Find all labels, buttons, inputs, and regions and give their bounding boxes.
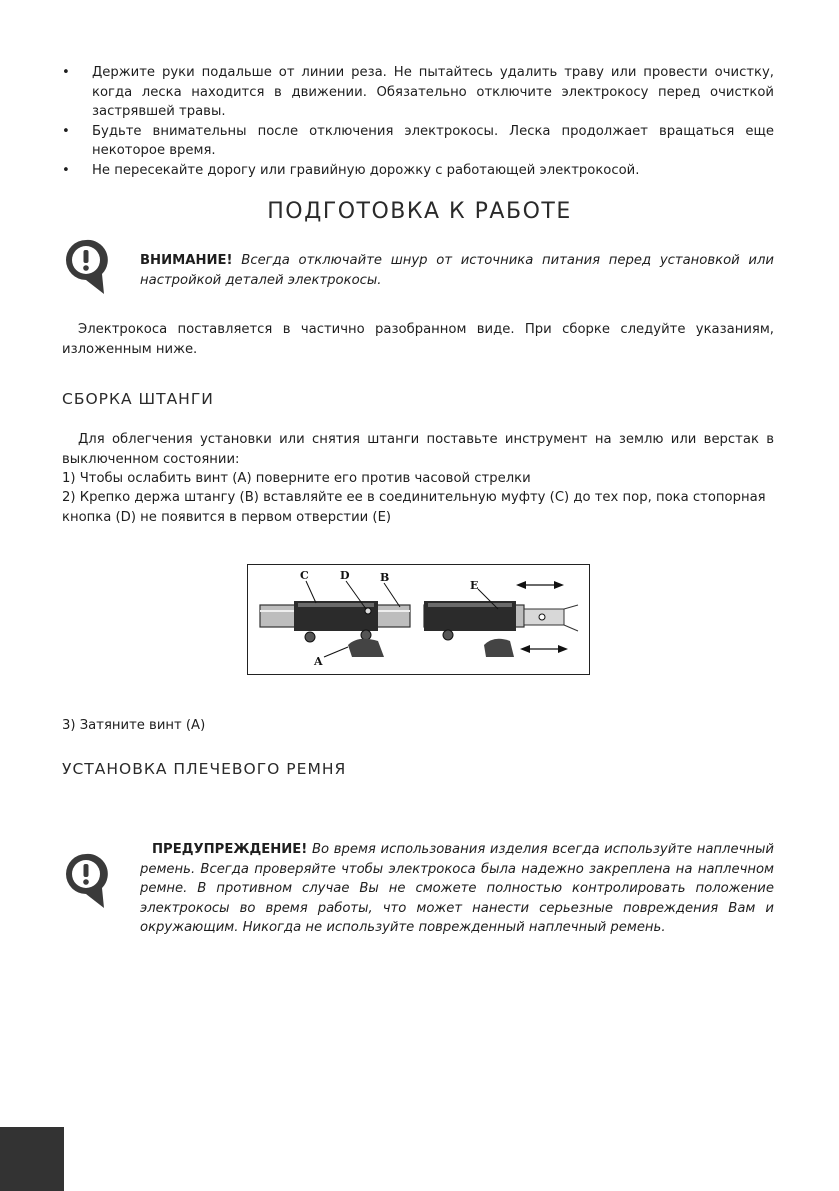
attention-label: ВНИМАНИЕ! <box>140 253 233 268</box>
bullet-text: Держите руки подальше от линии реза. Не пытайтесь удалить траву или провести очистку, когда леска находится в движении. Обязательно отключите электрокосу перед очисткой застрявшей травы. <box>92 65 774 119</box>
warning-text: Во время использования изделия всегда используйте наплечный ремень. Всегда проверяйте чтобы электрокоса была надежно закреплена на наплечном ремне. В противном случае Вы не сможете полностью контролировать положение электрокосы во время работы, что может нанести серьезные повреждения Вам и окружающим. Никогда не используйте поврежденный наплечный ремень. <box>140 842 774 935</box>
shaft-diagram <box>248 565 588 673</box>
section-title: ПОДГОТОВКА К РАБОТЕ <box>267 199 572 224</box>
attention-notice <box>140 251 774 290</box>
bullet-item <box>62 122 774 161</box>
figure-label-a: A <box>314 655 323 668</box>
warning-label: ПРЕДУПРЕЖДЕНИЕ! <box>152 842 308 857</box>
safety-bullet-list <box>62 63 774 180</box>
shaft-paragraph: Для облегчения установки или снятия штанги поставьте инструмент на землю или верстак в выключенном состоянии: <box>62 432 774 467</box>
figure-label-c: C <box>300 569 309 582</box>
warning-notice <box>140 840 774 938</box>
shaft-step-2: 2) Крепко держа штангу (В) вставляйте ее в соединительную муфту (С) до тех пор, пока стопорная кнопка (D) не появится в первом отверстии (Е) <box>62 490 766 525</box>
figure-label-d: D <box>340 569 350 582</box>
figure-label-e: E <box>470 579 479 592</box>
bullet-symbol: • <box>62 65 70 80</box>
bullet-text: Не пересекайте дорогу или гравийную дорожку с работающей электрокосой. <box>92 162 640 178</box>
page-corner-block <box>0 1127 64 1191</box>
bullet-item <box>62 161 774 181</box>
bullet-symbol: • <box>62 123 70 139</box>
shaft-assembly-figure <box>247 564 590 675</box>
bullet-symbol: • <box>62 162 70 178</box>
bullet-text: Будьте внимательны после отключения электрокосы. Леска продолжает вращаться еще некоторое время. <box>92 123 774 158</box>
shaft-step-3: 3) Затяните винт (А) <box>62 718 206 733</box>
figure-label-b: B <box>380 571 390 584</box>
intro-paragraph: Электрокоса поставляется в частично разобранном виде. При сборке следуйте указаниям, изложенным ниже. <box>62 322 774 357</box>
attention-text: Всегда отключайте шнур от источника питания перед установкой или настройкой деталей электрокосы. <box>140 253 774 288</box>
shaft-assembly-heading: СБОРКА ШТАНГИ <box>62 390 214 408</box>
shaft-step-1: 1) Чтобы ослабить винт (А) поверните его против часовой стрелки <box>62 471 531 486</box>
shoulder-strap-heading: УСТАНОВКА ПЛЕЧЕВОГО РЕМНЯ <box>62 760 347 778</box>
bullet-item <box>62 63 774 122</box>
exclamation-icon <box>64 852 108 910</box>
exclamation-icon <box>64 238 108 296</box>
